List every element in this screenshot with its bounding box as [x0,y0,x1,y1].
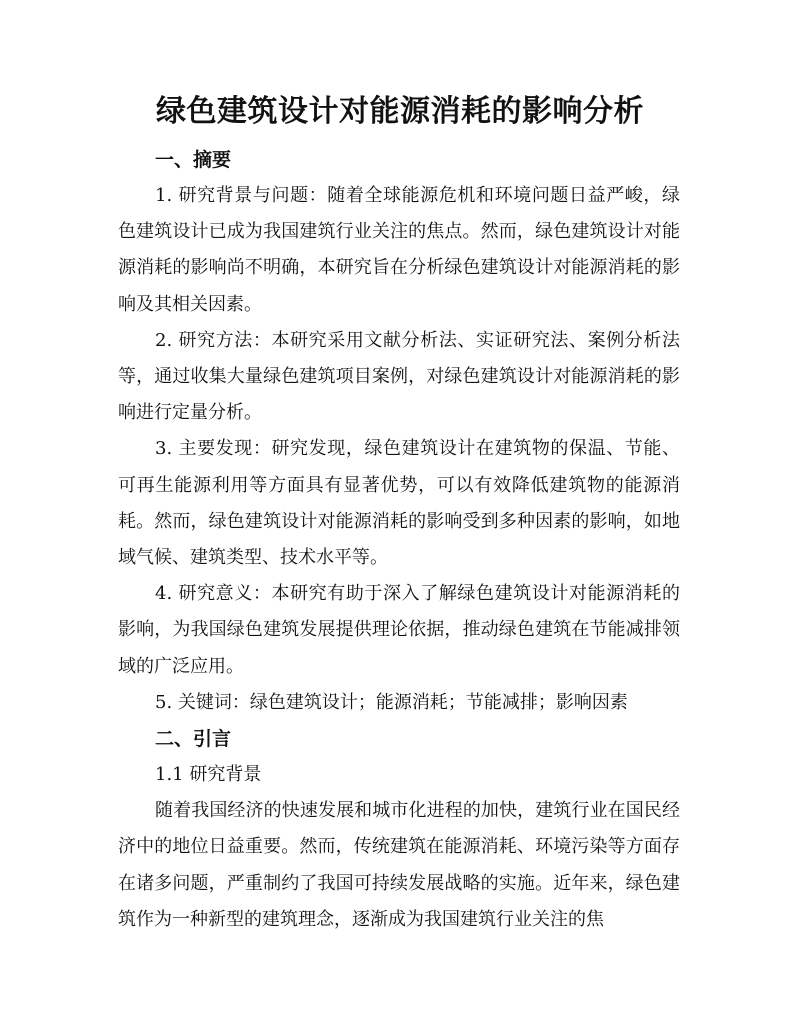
abstract-paragraph-significance: 4. 研究意义：本研究有助于深入了解绿色建筑设计对能源消耗的影响，为我国绿色建筑发展提供理论依据，推动绿色建筑在节能减排领域的广泛应用。 [118,583,680,677]
document-title: 绿色建筑设计对能源消耗的影响分析 [156,94,644,129]
section-heading-introduction: 二、引言 [155,728,232,751]
abstract-keywords: 5. 关键词：绿色建筑设计；能源消耗；节能减排；影响因素 [155,691,628,713]
subsection-heading-background: 1.1 研究背景 [155,764,262,786]
document-body [118,142,680,938]
section-heading-abstract: 一、摘要 [155,149,232,171]
abstract-paragraph-background: 1. 研究背景与问题：随着全球能源危机和环境问题日益严峻，绿色建筑设计已成为我国建筑行业关注的焦点。然而，绿色建筑设计对能源消耗的影响尚不明确，本研究旨在分析绿色建筑设计对能源消耗的影响及其相关因素。 [118,185,680,315]
abstract-paragraph-methods: 2. 研究方法：本研究采用文献分析法、实证研究法、案例分析法等，通过收集大量绿色建筑项目案例，对绿色建筑设计对能源消耗的影响进行定量分析。 [118,329,680,424]
introduction-paragraph: 随着我国经济的快速发展和城市化进程的加快，建筑行业在国民经济中的地位日益重要。然而，传统建筑在能源消耗、环境污染等方面存在诸多问题，严重制约了我国可持续发展战略的实施。近年来，绿色建筑作为一种新型的建筑理念，逐渐成为我国建筑行业关注的焦 [118,800,680,930]
abstract-paragraph-findings: 3. 主要发现：研究发现，绿色建筑设计在建筑物的保温、节能、可再生能源利用等方面具有显著优势，可以有效降低建筑物的能源消耗。然而，绿色建筑设计对能源消耗的影响受到多种因素的影响，如地域气候、建筑类型、技术水平等。 [118,438,680,569]
